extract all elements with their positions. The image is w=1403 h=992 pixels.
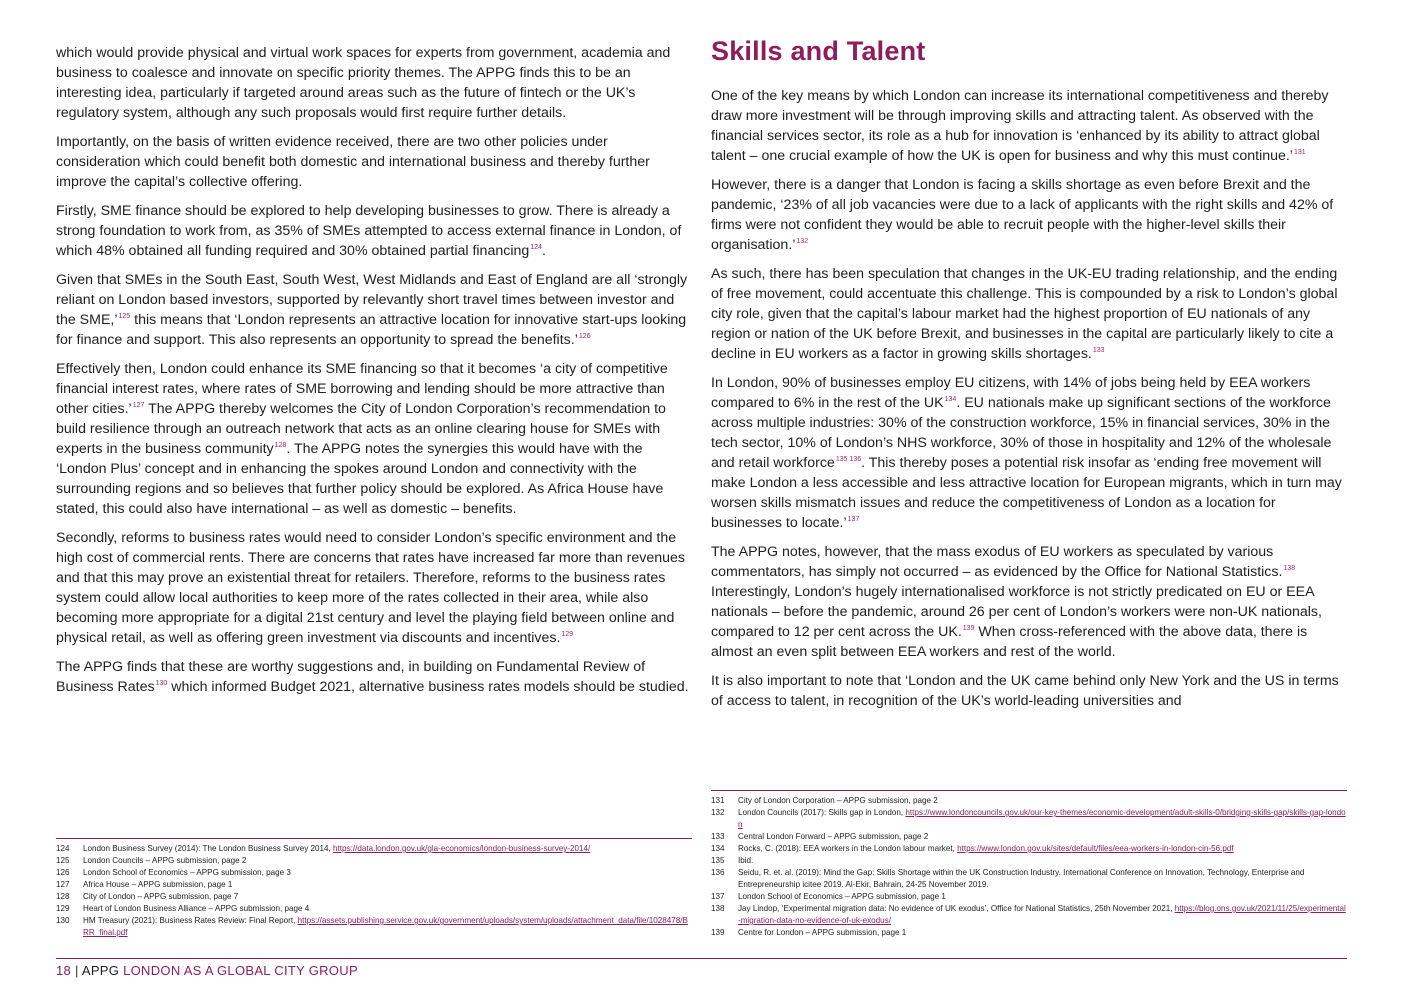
footnote: 138 Jay Lindop, ‘Experimental migration data: No evidence of UK exodus’, Office for National Statistics, 25th November 2021, https://blog.ons.gov.uk/2021/11/25/experimental-migration-data-no-evidence-of-uk-exodus/	[711, 904, 1346, 925]
footnote-link[interactable]: https://www.londoncouncils.gov.uk/our-key-themes/economic-development/adult-skills-0/bridging-skills-gap/skills-gap-london	[738, 808, 1346, 829]
footnote: 134 Rocks, C. (2018): EEA workers in the London labour market, https://www.london.gov.uk/sites/default/files/eea-workers-in-london-cin-56.pdf	[711, 844, 1234, 853]
footnote-ref[interactable]: 125	[118, 313, 131, 321]
footnote-ref[interactable]: 133	[1092, 347, 1105, 355]
footnote: 130 HM Treasury (2021): Business Rates Review: Final Report, https://assets.publishing.service.gov.uk/government/uploads/system/uploads/attachment_data/file/1028478/BRR_final.pdf	[56, 916, 688, 937]
footnote: 139 Centre for London – APPG submission, page 1	[711, 928, 907, 937]
paragraph: The APPG notes, however, that the mass exodus of EU workers as speculated by various commentators, has simply not occurred – as evidenced by the Office for National Statistics.$^{138}$ Interestingly, London’s hugely internationalised workforce is not strictly predicated on EU or EEA nationals – before the pandemic, around 26 per cent of London’s workers were non-UK nationals, compared to 12 per cent across the UK.$^{139}$ When cross-referenced with the above data, there is almost an even split between EEA workers and rest of the world.	[711, 544, 1322, 660]
footnote-ref[interactable]: 129	[561, 631, 574, 639]
left-body-text	[56, 43, 690, 706]
paragraph: Importantly, on the basis of written evidence received, there are two other policies under consideration which could benefit both domestic and international business and thereby further improve the capital’s collective offering.	[56, 134, 650, 190]
footer-separator: |	[71, 963, 82, 978]
page-footer	[56, 963, 358, 979]
footer-org: APPG	[81, 963, 120, 978]
footnote: 126 London School of Economics – APPG submission, page 3	[56, 868, 291, 877]
footnote: 124 London Business Survey (2014): The London Business Survey 2014, https://data.london.gov.uk/gla-economics/london-business-survey-2014/	[56, 844, 591, 853]
right-body-text	[711, 86, 1347, 720]
footnote: 135 Ibid.	[711, 856, 754, 865]
footnote: 131 City of London Corporation – APPG submission, page 2	[711, 796, 938, 805]
footnote: 129 Heart of London Business Alliance – APPG submission, page 4	[56, 904, 310, 913]
footnote-ref[interactable]: 137	[847, 516, 860, 524]
footnote: 125 London Councils – APPG submission, page 2	[56, 856, 247, 865]
footnote-link[interactable]: https://blog.ons.gov.uk/2021/11/25/experimental-migration-data-no-evidence-of-uk-exodus/	[738, 904, 1346, 925]
footnote-ref[interactable]: 139	[962, 625, 975, 633]
footnote: 137 London School of Economics – APPG submission, page 1	[711, 892, 946, 901]
paragraph: Secondly, reforms to business rates would need to consider London’s specific environment and the high cost of commercial rents. There are concerns that rates have increased far more than revenues and that this may prove an existential threat for retailers. Therefore, reforms to the business rates system could allow local authorities to keep more of the rates collected in their area, while also becoming more appropriate for a digital 21st century and level the playing field between online and physical retail, as well as offering green investment via discounts and incentives.$^{129}$	[56, 530, 686, 646]
footnote-ref[interactable]: 126	[578, 333, 591, 341]
footnote: 133 Central London Forward – APPG submission, page 2	[711, 832, 929, 841]
paragraph: One of the key means by which London can increase its international competitiveness and thereby draw more investment will be through improving skills and attracting talent. As observed with the financial services sector, its role as a hub for innovation is ‘enhanced by its ability to attract global talent – one crucial example of how the UK is open for business and why this must continue.’$^{131}$	[711, 88, 1329, 164]
page-number: 18	[56, 963, 72, 978]
footnote-ref[interactable]: 131	[1294, 149, 1306, 157]
paragraph: It is also important to note that ‘London and the UK came behind only New York and the US in terms of access to talent, in recognition of the UK’s world-leading universities and	[711, 673, 1339, 709]
footnote-ref[interactable]: 127	[132, 402, 145, 410]
footnote-ref[interactable]: 130	[155, 680, 168, 688]
footnote-ref[interactable]: 134	[944, 396, 957, 404]
footnote: 128 City of London – APPG submission, page 7	[56, 892, 239, 901]
paragraph: Given that SMEs in the South East, South West, West Midlands and East of England are all ‘strongly reliant on London based investors, supported by relevantly short travel times between investor and the SME,’$^{125}$ this means that ‘London represents an attractive location for innovative start-ups looking for finance and support. This also represents an opportunity to spread the benefits.’$^{126}$	[56, 272, 688, 348]
footnote-ref[interactable]: 132	[796, 238, 809, 246]
right-footnotes	[711, 795, 1347, 939]
paragraph: which would provide physical and virtual work spaces for experts from government, academia and business to coalesce and innovate on specific priority themes. The APPG finds this to be an interesting idea, particularly if targeted around areas such as the future of fintech or the UK’s regulatory system, although any such proposals would first require further details.	[56, 45, 671, 121]
footnote-link[interactable]: https://assets.publishing.service.gov.uk/government/uploads/system/uploads/attachment_data/file/1028478/BRR_final.pdf	[83, 916, 688, 937]
footnote: 127 Africa House – APPG submission, page 1	[56, 880, 233, 889]
footnote-ref[interactable]: 124	[530, 244, 542, 252]
footer-group-name: LONDON AS A GLOBAL CITY GROUP	[119, 963, 358, 978]
footnote: 136 Seidu, R. et. al. (2019): Mind the Gap: Skills Shortage within the UK Construction Industry. International Conference on Innovation, Technology, Enterprise and Entrepreneurship icitee 2019. Al-Ekir, Bahrain, 24-25 November 2019.	[711, 868, 1305, 889]
paragraph: However, there is a danger that London is facing a skills shortage as even before Brexit and the pandemic, ‘23% of all job vacancies were due to a lack of applicants with the right skills and 42% of firms were not confident they would be able to recruit people with the higher-level skills their organisation.’$^{132}$	[711, 177, 1334, 253]
left-footnotes	[56, 843, 692, 939]
paragraph: In London, 90% of businesses employ EU citizens, with 14% of jobs being held by EEA workers compared to 6% in the rest of the UK$^{134}$. EU nationals make up significant sections of the workforce across multiple industries: 30% of the construction workforce, 15% in financial services, 30% in the tech sector, 10% of London’s NHS workforce, 30% of those in hospitality and 12% of the wholesale and retail workforce$^{135 136}$. This thereby poses a potential risk insofar as ‘ending free movement will make London a less accessible and less attractive location for European migrants, which in turn may worsen skills mismatch issues and reduce the competitiveness of London as a location for businesses to locate.’$^{137}$	[711, 375, 1342, 531]
footnote-divider	[56, 838, 692, 839]
footnote: 132 London Councils (2017): Skills gap in London, https://www.londoncouncils.gov.uk/our-key-themes/economic-development/adult-skills-0/bridging-skills-gap/skills-gap-london	[711, 808, 1346, 829]
paragraph: As such, there has been speculation that changes in the UK-EU trading relationship, and the ending of free movement, could accentuate this challenge. This is compounded by a risk to London’s global city role, given that the capital’s labour market had the highest proportion of EU nationals of any region or nation of the UK before Brexit, and businesses in the capital are particularly likely to cite a decline in EU workers as a factor in growing skills shortages.$^{133}$	[711, 266, 1338, 362]
paragraph: The APPG finds that these are worthy suggestions and, in building on Fundamental Review of Business Rates$^{130}$ which informed Budget 2021, alternative business rates models should be studied.	[56, 659, 689, 695]
footer-divider	[56, 958, 1347, 959]
paragraph: Firstly, SME finance should be explored to help developing businesses to grow. There is already a strong foundation to work from, as 35% of SMEs attempted to access external finance in London, of which 48% obtained all funding required and 30% obtained partial financing$^{124}$.	[56, 203, 682, 259]
paragraph: Effectively then, London could enhance its SME financing so that it becomes ‘a city of competitive financial interest rates, where rates of SME borrowing and lending should be more attractive than other cities.’$^{127}$ The APPG thereby welcomes the City of London Corporation’s recommendation to build resilience through an outreach network that acts as an online clearing house for SMEs with experts in the business community$^{128}$. The APPG notes the synergies this would have with the ‘London Plus’ concept and in enhancing the spokes around London and connectivity with the surrounding regions and so believes that further policy should be explored. As Africa House have stated, this could also have international – as well as domestic – benefits.	[56, 361, 668, 517]
footnote-ref[interactable]: 138	[1283, 565, 1296, 573]
footnote-ref[interactable]: 135 136	[835, 456, 862, 464]
footnote-link[interactable]: https://data.london.gov.uk/gla-economics/london-business-survey-2014/	[333, 844, 591, 853]
footnote-ref[interactable]: 128	[274, 442, 287, 450]
footnote-divider	[711, 790, 1347, 791]
footnote-link[interactable]: https://www.london.gov.uk/sites/default/files/eea-workers-in-london-cin-56.pdf	[957, 844, 1234, 853]
section-heading: Skills and Talent	[711, 36, 926, 66]
